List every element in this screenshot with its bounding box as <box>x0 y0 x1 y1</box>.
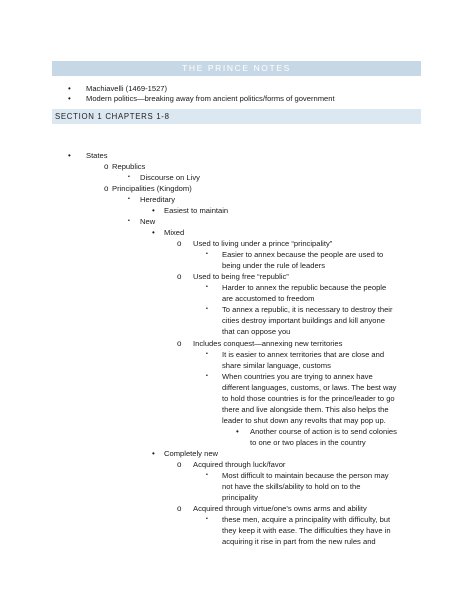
outline-line: these men, acquire a principality with difficulty, but <box>222 515 391 524</box>
outline-line: cities destroy important buildings and kill anyone <box>222 316 385 325</box>
section-heading: SECTION 1 CHAPTERS 1-8 <box>52 109 421 124</box>
outline-line: States <box>86 151 108 160</box>
bullet-marker: o <box>177 460 182 469</box>
outline-line: Acquired through virtue/one’s owns arms and ability <box>193 504 367 513</box>
outline-line: there and live alongside them. This also helps the <box>222 405 389 414</box>
outline-line: different languages, customs, or laws. The best way <box>222 383 397 392</box>
bullet-marker: • <box>152 228 155 237</box>
outline-line: Mixed <box>164 228 185 237</box>
bullet-marker: o <box>104 162 109 171</box>
document-title: THE PRINCE NOTES <box>52 61 421 76</box>
outline-line: Acquired through luck/favor <box>193 460 286 469</box>
outline-line: Principalities (Kingdom) <box>112 184 192 193</box>
intro-item: Machiavelli (1469-1527) <box>86 84 168 93</box>
bullet-marker: o <box>177 339 182 348</box>
bullet-marker: ▪ <box>206 516 208 522</box>
bullet-marker: ▪ <box>128 218 130 224</box>
outline-line: Used to being free “republic” <box>193 272 289 281</box>
bullet-marker: o <box>177 272 182 281</box>
bullet-marker: o <box>104 184 109 193</box>
bullet-marker: • <box>68 84 71 93</box>
outline-line: Most difficult to maintain because the person may <box>222 471 389 480</box>
outline-line: being under the rule of leaders <box>222 261 326 270</box>
bullet-marker: • <box>68 151 71 160</box>
outline-line: Used to living under a prince “principality” <box>193 239 333 248</box>
outline-line: Easier to annex because the people are used to <box>222 250 384 259</box>
outline-line: Republics <box>112 162 146 171</box>
bullet-marker: ▪ <box>206 251 208 257</box>
bullet-marker: • <box>152 206 155 215</box>
intro-item: Modern politics—breaking away from ancient politics/forms of government <box>86 94 335 103</box>
outline-line: Includes conquest—annexing new territories <box>193 339 343 348</box>
outline-line: share similar language, customs <box>222 361 331 370</box>
outline-line: acquiring it rise in part from the new rules and <box>222 537 376 546</box>
outline-line: leader to shut down any revolts that may pop up. <box>222 416 386 425</box>
bullet-marker: o <box>177 239 182 248</box>
bullet-marker: ▪ <box>206 284 208 290</box>
outline-line: they keep it with ease. The difficulties they have in <box>222 526 391 535</box>
bullet-marker: • <box>68 94 71 103</box>
outline-line: Another course of action is to send colonies <box>250 427 397 436</box>
bullet-marker: ▪ <box>128 196 130 202</box>
bullet-marker: ▪ <box>206 351 208 357</box>
outline-line: Discourse on Livy <box>140 173 200 182</box>
bullet-marker: ▪ <box>128 174 130 180</box>
outline-line: Easiest to maintain <box>164 206 229 215</box>
outline-line: that can oppose you <box>222 327 291 336</box>
outline-line: New <box>140 217 156 226</box>
bullet-marker: ▪ <box>206 472 208 478</box>
outline-line: It is easier to annex territories that are close and <box>222 350 385 359</box>
bullet-marker: • <box>236 427 239 436</box>
outline-line: To annex a republic, it is necessary to destroy their <box>222 305 393 314</box>
outline-line: not have the skills/ability to hold on to the <box>222 482 361 491</box>
outline-line: to hold those countries is for the prince/leader to go <box>222 394 395 403</box>
outline-line: are accustomed to freedom <box>222 294 315 303</box>
bullet-marker: o <box>177 504 182 513</box>
outline-line: When countries you are trying to annex have <box>222 372 373 381</box>
bullet-marker: ▪ <box>206 373 208 379</box>
outline-line: Hereditary <box>140 195 176 204</box>
outline-line: Harder to annex the republic because the people <box>222 283 387 292</box>
bullet-marker: ▪ <box>206 306 208 312</box>
outline-line: to one or two places in the country <box>250 438 366 447</box>
bullet-marker: • <box>152 449 155 458</box>
outline-line: Completely new <box>164 449 219 458</box>
outline-line: principality <box>222 493 258 502</box>
